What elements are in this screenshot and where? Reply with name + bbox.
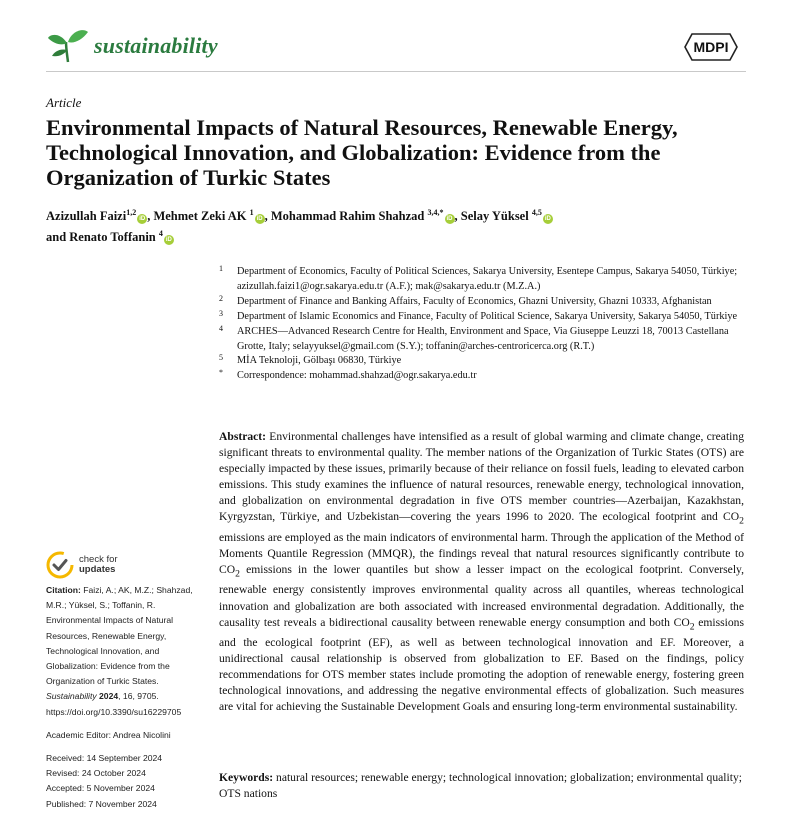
journal-name[interactable]: sustainability (94, 33, 218, 58)
affiliation-list (219, 265, 759, 384)
author-affiliation: 1,2 (126, 208, 137, 217)
correspondence: * Correspondence: mohammad.shahzad@ogr.sakarya.edu.tr (219, 368, 477, 382)
author-affiliation: 4 (158, 229, 163, 239)
publisher-name: MDPI (693, 39, 729, 55)
affiliation-item: 1 Department of Economics, Faculty of Political Sciences, Sakarya University, Esentepe Campus, Sakarya 54050, Türkiye; azizullah.faizi1@ogr.sakarya.edu.tr (A.F.); mak@sakarya.edu.tr (M.Z.A.) (219, 264, 738, 292)
header-divider (46, 71, 746, 72)
affiliation-item: 5 MİA Teknoloji, Gölbaşı 06830, Türkiye (219, 353, 402, 367)
author-name: Mohammad Rahim Shahzad (270, 209, 425, 224)
keywords-text: natural resources; renewable energy; technological innovation; globalization; environmental quality; OTS nations (219, 771, 742, 801)
author-name: Azizullah Faizi (46, 209, 127, 224)
orcid-icon[interactable]: iD (446, 216, 453, 223)
author-list: Azizullah Faizi$^{1,2}$iD , Mehmet Zeki AK $^1$iD , Mohammad Rahim Shahzad $^{3,4,*}$iD , Selay Yüksel $^{4,5}$iD and Renato Toffanin $^4$iD (46, 208, 551, 245)
abstract-label: Abstract: (219, 430, 267, 443)
affiliation-item: 4 ARCHES—Advanced Research Centre for Health, Environment and Space, Via Giuseppe Leuzzi 18, 70013 Castellana Grotte, Italy; selayyuksel@gmail.com (S.Y.); toffanin@arches-centroricerca.org (R.T.) (219, 323, 729, 352)
check-updates-icon (46, 551, 74, 579)
author-name: Selay Yüksel (460, 209, 529, 224)
updates-line1: check for (79, 554, 118, 565)
paper-title: Environmental Impacts of Natural Resources, Renewable Energy, Technological Innovation, and Globalization: Evidence from the Organization of Turkic States (46, 115, 678, 190)
published-date: Published: 7 November 2024 (46, 798, 157, 809)
accepted-date: Accepted: 5 November 2024 (46, 783, 155, 794)
sidebar-metadata (46, 583, 211, 812)
author-affiliation: 3,4,* (427, 208, 444, 217)
author-affiliation: 4,5 (531, 208, 542, 217)
affiliation-item: 3 Department of Islamic Economics and Finance, Faculty of Political Science, Sakarya University, Sakarya 54050, Türkiye (219, 308, 738, 322)
citation: Citation: Faizi, A.; AK, M.Z.; Shahzad, M.R.; Yüksel, S.; Toffanin, R. Environmental Impacts of Natural Resources, Renewable Energy, Technological Innovation, and Globalization: Evidence from the Organization of Turkic States. Sustainability 2024, 16, 9705. https://doi.org/10.3390/su16229705 (46, 585, 193, 717)
orcid-icon[interactable]: iD (256, 216, 263, 223)
academic-editor: Academic Editor: Andrea Nicolini (46, 729, 171, 740)
orcid-icon[interactable]: iD (544, 216, 551, 223)
journal-header (46, 26, 218, 66)
author-name: Renato Toffanin (69, 230, 156, 245)
orcid-icon[interactable]: iD (165, 237, 172, 244)
received-date: Received: 14 September 2024 (46, 753, 163, 764)
mdpi-logo-icon[interactable] (684, 33, 738, 61)
article-type: Article (46, 95, 82, 110)
keywords-label: Keywords: (219, 771, 274, 784)
green-leaf-icon (46, 26, 90, 66)
updates-line2: updates (79, 564, 116, 575)
affiliation-item: 2 Department of Finance and Banking Affairs, Faculty of Economics, Ghazni University, Ghazni 10333, Afghanistan (219, 293, 712, 307)
author-name: Mehmet Zeki AK (153, 209, 247, 224)
doi-link[interactable]: https://doi.org/10.3390/su16229705 (46, 706, 182, 717)
check-for-updates-badge[interactable] (46, 551, 118, 579)
keywords (219, 770, 744, 802)
orcid-icon[interactable]: iD (139, 216, 146, 223)
abstract: Abstract: Environmental challenges have intensified as a result of global warming and climate change, creating significant threats to environmental quality. The member nations of the Organization of Turkic States (OTS) are especially impacted by these issues, primarily because of their reliance on fossil fuels, leading to elevated carbon emissions. This study examines the influence of natural resources, renewable energy, technological innovation, and globalization on environmental degradation in five OTS member countries—Azerbaijan, Kazakhstan, Kyrgyzstan, Türkiye, and Uzbekistan—covering the years 1996 to 2020. The ecological footprint and $CO_2$ emissions are employed as the main indicators of environmental harm. Through the application of the Method of Moments Quantile Regression (MMQR), the findings reveal that natural resources significantly contribute to $CO_2$ emissions in the lower quantiles but show a lesser impact on the ecological footprint. Conversely, renewable energy consistently improves environmental quality across all quantiles, whereas technological innovation and globalization are both associated with increased environmental degradation. Additionally, the causality test reveals a bidirectional causality between renewable energy consumption and both $CO_2$ emissions and the ecological footprint (EF), as well as between technological innovation and EF. Moreover, a unidirectional causal relationship is observed from globalization to EF. Based on the findings, policy recommendations for OTS member states include promoting the adoption of renewable energy, fostering green technological innovations, and addressing the negative environmental effects of globalization. Such measures are vital for achieving the Sustainable Development Goals and ensuring long-term environmental sustainability. (219, 430, 744, 714)
author-affiliation: 1 (249, 208, 254, 217)
revised-date: Revised: 24 October 2024 (46, 768, 146, 779)
